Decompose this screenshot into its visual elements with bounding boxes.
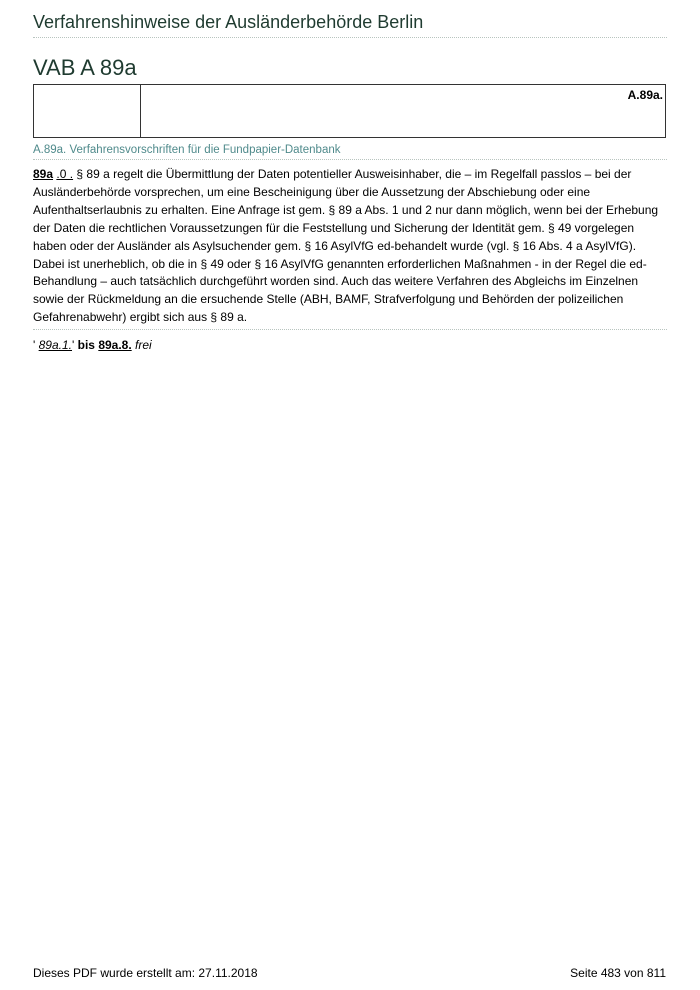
quote-close: ' xyxy=(72,338,78,352)
footer-page-number: Seite 483 von 811 xyxy=(570,966,666,980)
paragraph-sub-number-link[interactable]: .0 . xyxy=(56,167,74,181)
free-range-line xyxy=(33,338,152,352)
header-title: Verfahrenshinweise der Ausländerbehörde Berlin xyxy=(33,12,424,32)
section-divider xyxy=(33,159,667,160)
free-range-start-link[interactable]: 89a.1. xyxy=(38,338,72,352)
paragraph-number-link[interactable]: 89a xyxy=(33,167,54,181)
free-range-bis: bis xyxy=(77,338,95,352)
heading-box-left-cell xyxy=(34,85,141,137)
heading-box xyxy=(33,84,666,138)
header-divider xyxy=(33,37,667,38)
document-title: VAB A 89a xyxy=(33,55,137,80)
paragraph-end-divider xyxy=(33,329,667,330)
paragraph-text: § 89 a regelt die Übermittlung der Daten potentieller Ausweisinhaber, die – im Regelfall passlos – bei der Ausländerbehörde vorsprechen, um eine Bescheinigung über die Aussetzung der Abschiebung oder eine Aufenthaltserlaubnis zu erhalten. Eine Anfrage ist gem. § 89 a Abs. 1 und 2 nur dann möglich, wenn bei der Erhebung der Daten die rechtlichen Voraussetzungen für die Feststellung und Sicherung der Identität gem. § 49 vorgelegen haben oder der Ausländer als Asylsuchender gem. § 16 AsylVfG ed-behandelt wurde (vgl. § 16 Abs. 4 a AsylVfG). Dabei ist unerheblich, ob die in § 49 oder § 16 AsylVfG genannten erforderlichen Maßnahmen - in der Regel die ed-Behandlung – auch tatsächlich durchgeführt worden sind. Auch das weitere Verfahren des Abgleichs im Einzelnen sowie der Rückmeldung an die ersuchende Stelle (ABH, BAMF, Strafverfolgung und Behörden der polizeilichen Gefahrenabwehr) ergibt sich aus § 89 a. xyxy=(33,167,659,325)
body-paragraph xyxy=(33,166,667,327)
free-range-end-link[interactable]: 89a.8. xyxy=(98,338,132,352)
free-range-status: frei xyxy=(135,338,152,352)
footer-created-date: Dieses PDF wurde erstellt am: 27.11.2018 xyxy=(33,966,258,980)
heading-box-label: A.89a. xyxy=(627,88,663,102)
quote-open: ' xyxy=(33,338,39,352)
section-heading: A.89a. Verfahrensvorschriften für die Fundpapier-Datenbank xyxy=(33,144,341,156)
